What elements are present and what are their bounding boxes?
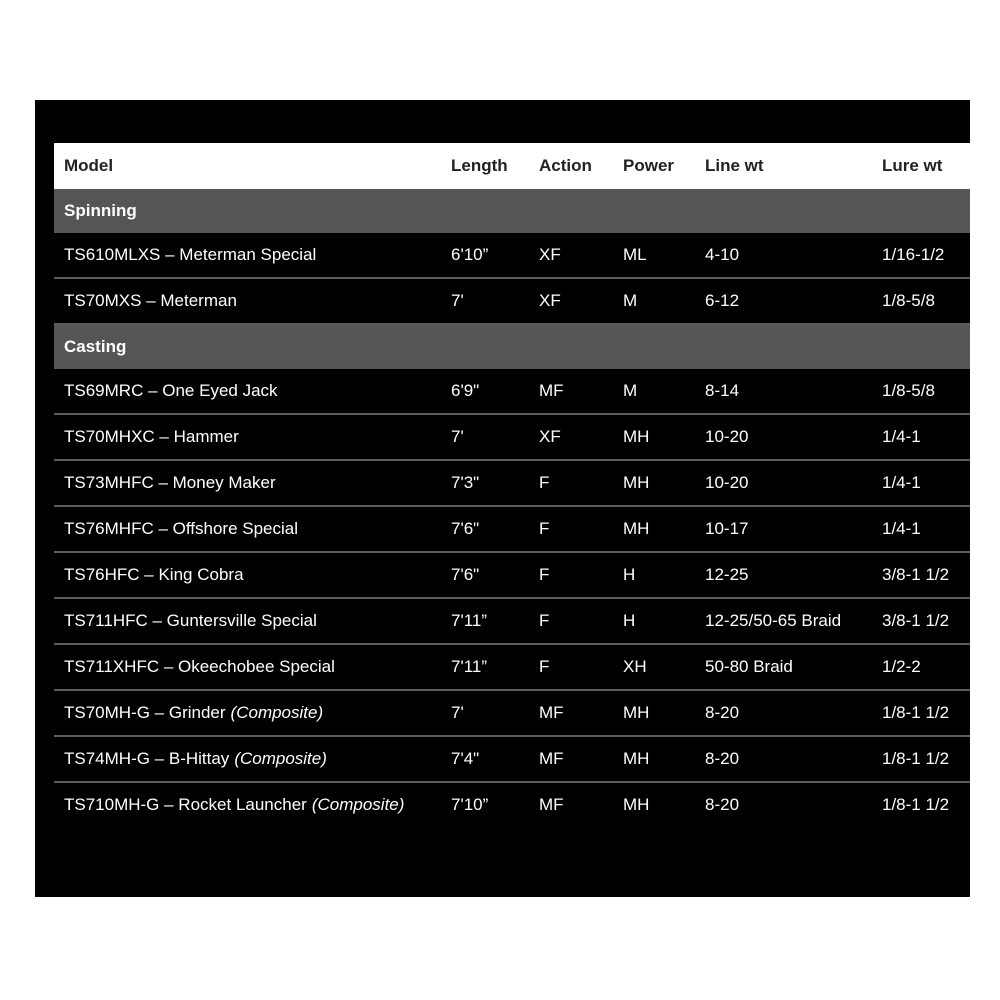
cell-power: MH <box>623 519 650 538</box>
model-name: TS70MH-G – Grinder <box>64 703 226 722</box>
model-name: TS76HFC – King Cobra <box>64 565 244 584</box>
cell-lure-wt: 1/2-2 <box>882 657 921 676</box>
cell-action: MF <box>539 381 564 400</box>
cell-line-wt: 8-14 <box>705 381 740 400</box>
cell-action: F <box>539 473 550 492</box>
header-model: Model <box>64 156 114 175</box>
rod-spec-table <box>54 143 970 827</box>
cell-action: MF <box>539 749 564 768</box>
cell-length: 7'11” <box>451 657 488 676</box>
cell-length: 7' <box>451 703 464 722</box>
cell-action: F <box>539 611 550 630</box>
model-variant: (Composite) <box>230 703 324 722</box>
cell-length: 7' <box>451 291 464 310</box>
cell-model <box>64 233 316 277</box>
table-row <box>54 553 970 599</box>
cell-model <box>64 369 278 413</box>
model-name: TS70MXS – Meterman <box>64 291 237 310</box>
cell-lure-wt: 1/8-5/8 <box>882 381 935 400</box>
cell-line-wt: 4-10 <box>705 245 740 264</box>
cell-length: 6'9" <box>451 381 480 400</box>
header-length: Length <box>451 156 508 175</box>
cell-power: MH <box>623 795 650 814</box>
cell-model <box>64 553 244 597</box>
cell-lure-wt: 1/8-1 1/2 <box>882 795 950 814</box>
table-body <box>54 189 970 827</box>
table-row <box>54 645 970 691</box>
header-power: Power <box>623 156 675 175</box>
cell-length: 7'10” <box>451 795 489 814</box>
section-title: Spinning <box>64 201 137 220</box>
section-header <box>54 325 970 369</box>
cell-line-wt: 12-25/50-65 Braid <box>705 611 842 630</box>
cell-lure-wt: 1/4-1 <box>882 427 921 446</box>
cell-length: 7'11” <box>451 611 488 630</box>
table-row <box>54 233 970 279</box>
cell-action: F <box>539 565 550 584</box>
model-name: TS70MHXC – Hammer <box>64 427 239 446</box>
section-title: Casting <box>64 337 127 356</box>
cell-action: MF <box>539 795 564 814</box>
cell-model <box>64 461 276 505</box>
cell-length: 7'3" <box>451 473 480 492</box>
table-row <box>54 783 970 827</box>
table-header <box>54 143 970 189</box>
model-name: TS711HFC – Guntersville Special <box>64 611 317 630</box>
table-row <box>54 507 970 553</box>
cell-length: 7'6" <box>451 565 480 584</box>
table-row <box>54 691 970 737</box>
cell-length: 7'6" <box>451 519 480 538</box>
cell-action: XF <box>539 291 561 310</box>
model-name: TS76MHFC – Offshore Special <box>64 519 298 538</box>
cell-line-wt: 8-20 <box>705 749 740 768</box>
header-action: Action <box>539 156 592 175</box>
cell-lure-wt: 3/8-1 1/2 <box>882 565 950 584</box>
cell-model <box>64 645 335 689</box>
table-row <box>54 461 970 507</box>
cell-power: M <box>623 291 638 310</box>
cell-length: 7' <box>451 427 464 446</box>
model-variant: (Composite) <box>311 795 405 814</box>
cell-lure-wt: 1/8-1 1/2 <box>882 749 950 768</box>
cell-line-wt: 8-20 <box>705 703 740 722</box>
cell-line-wt: 10-20 <box>705 427 749 446</box>
cell-length: 6'10” <box>451 245 489 264</box>
cell-line-wt: 10-17 <box>705 519 749 538</box>
cell-model <box>64 783 404 827</box>
model-variant: (Composite) <box>234 749 327 768</box>
table-row <box>54 279 970 325</box>
cell-lure-wt: 1/8-1 1/2 <box>882 703 950 722</box>
header-lure-wt: Lure wt <box>882 156 943 175</box>
model-name: TS610MLXS – Meterman Special <box>64 245 317 264</box>
cell-action: F <box>539 657 550 676</box>
cell-power: H <box>623 565 636 584</box>
cell-model <box>64 737 327 781</box>
cell-model <box>64 691 323 735</box>
cell-action: XF <box>539 427 561 446</box>
cell-action: MF <box>539 703 564 722</box>
table-row <box>54 737 970 783</box>
section-header <box>54 189 970 233</box>
table-row <box>54 415 970 461</box>
cell-power: M <box>623 381 638 400</box>
cell-model <box>64 599 317 643</box>
header-line-wt: Line wt <box>705 156 764 175</box>
cell-power: MH <box>623 703 650 722</box>
cell-line-wt: 6-12 <box>705 291 740 310</box>
model-name: TS73MHFC – Money Maker <box>64 473 276 492</box>
model-name: TS69MRC – One Eyed Jack <box>64 381 278 400</box>
cell-power: MH <box>623 427 650 446</box>
cell-power: ML <box>623 245 647 264</box>
cell-model <box>64 279 237 323</box>
cell-lure-wt: 1/16-1/2 <box>882 245 945 264</box>
cell-length: 7'4" <box>451 749 480 768</box>
cell-lure-wt: 1/4-1 <box>882 473 921 492</box>
cell-lure-wt: 1/4-1 <box>882 519 921 538</box>
model-name: TS74MH-G – B-Hittay <box>64 749 230 768</box>
table-row <box>54 369 970 415</box>
cell-line-wt: 50-80 Braid <box>705 657 793 676</box>
cell-line-wt: 10-20 <box>705 473 749 492</box>
cell-action: XF <box>539 245 561 264</box>
cell-model <box>64 415 239 459</box>
cell-power: MH <box>623 473 650 492</box>
cell-action: F <box>539 519 550 538</box>
cell-power: MH <box>623 749 650 768</box>
cell-line-wt: 8-20 <box>705 795 740 814</box>
model-name: TS711XHFC – Okeechobee Special <box>64 657 335 676</box>
cell-line-wt: 12-25 <box>705 565 749 584</box>
cell-power: H <box>623 611 636 630</box>
cell-power: XH <box>623 657 647 676</box>
table-row <box>54 599 970 645</box>
cell-lure-wt: 3/8-1 1/2 <box>882 611 950 630</box>
model-name: TS710MH-G – Rocket Launcher <box>64 795 307 814</box>
cell-lure-wt: 1/8-5/8 <box>882 291 935 310</box>
cell-model <box>64 507 298 551</box>
